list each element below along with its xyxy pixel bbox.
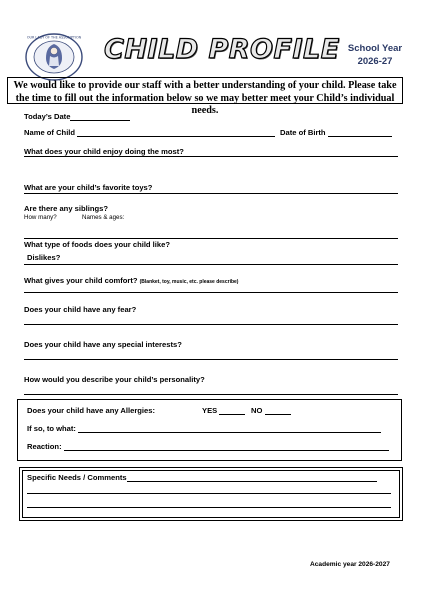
comfort-answer-line[interactable] (24, 292, 398, 293)
allergies-reaction-label: Reaction: (27, 442, 62, 451)
dislikes-label: Dislikes? (27, 253, 61, 262)
todays-date-label: Today’s Date (24, 112, 71, 121)
name-of-child-field[interactable] (24, 128, 275, 137)
toys-answer-line[interactable] (24, 193, 398, 194)
enjoy-answer-line[interactable] (24, 156, 398, 157)
school-year-label: School Year (347, 43, 403, 54)
foods-question: What type of foods does your child like? (24, 240, 170, 249)
school-year-value: 2026-27 (357, 56, 393, 67)
personality-question: How would you describe your child’s personality? (24, 375, 205, 384)
allergies-if-so-label: If so, to what: (27, 424, 76, 433)
personality-answer-line[interactable] (24, 394, 398, 395)
school-year (344, 42, 406, 68)
allergies-no[interactable] (251, 406, 291, 415)
comments-label: Specific Needs / Comments (27, 473, 127, 482)
todays-date-field[interactable] (24, 112, 130, 121)
interests-question: Does your child have any special interests? (24, 340, 182, 349)
name-of-child-label: Name of Child (24, 128, 76, 137)
fear-question: Does your child have any fear? (24, 305, 137, 314)
comfort-label: What gives your child comfort? (24, 276, 138, 285)
allergies-reaction-field[interactable] (27, 442, 389, 451)
comfort-note: (Blanket, toy, music, etc. please describe) (139, 279, 239, 285)
how-many-label: How many? (24, 214, 57, 221)
allergies-no-label: NO (251, 406, 263, 415)
comfort-question (24, 276, 238, 285)
fear-answer-line[interactable] (24, 324, 398, 325)
footer-academic-year: Academic year 2026-2027 (310, 561, 390, 568)
comments-line-2[interactable] (27, 507, 391, 508)
date-of-birth-field[interactable] (280, 128, 392, 137)
allergies-question: Does your child have any Allergies: (27, 406, 156, 415)
allergies-yes[interactable] (202, 406, 245, 415)
page-title: CHILD PROFILE (104, 34, 340, 65)
toys-question: What are your child’s favorite toys? (24, 183, 153, 192)
enjoy-question: What does your child enjoy doing the most? (24, 147, 184, 156)
intro-box: We would like to provide our staff with a better understanding of your child. Please take the time to fill out the information below so we may better meet your Child’s individual needs. (7, 77, 403, 104)
foods-answer-line[interactable] (24, 264, 398, 265)
names-ages-label: Names & ages: (82, 214, 125, 221)
logo-text: OUR LADY OF THE ASSUMPTION (26, 35, 82, 40)
date-of-birth-label: Date of Birth (280, 128, 326, 137)
interests-answer-line[interactable] (24, 359, 398, 360)
comments-line-1[interactable] (27, 493, 391, 494)
school-logo (24, 32, 84, 82)
allergies-if-so-field[interactable] (27, 424, 381, 433)
allergies-yes-label: YES (202, 406, 218, 415)
siblings-answer-line[interactable] (24, 238, 398, 239)
comments-field[interactable] (27, 473, 377, 482)
siblings-question: Are there any siblings? (24, 204, 108, 213)
